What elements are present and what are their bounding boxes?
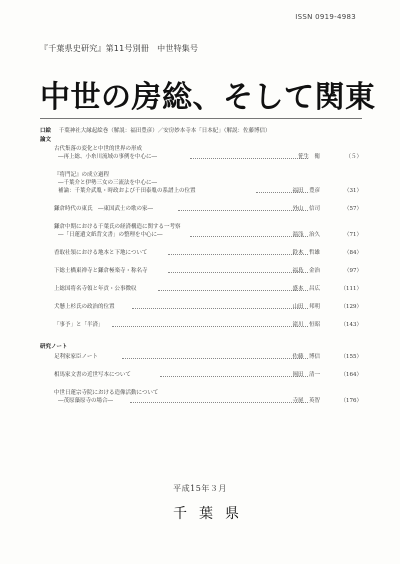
- toc-entry-page: （71）: [344, 232, 362, 238]
- toc-note-page: （155）: [340, 354, 362, 360]
- toc-entry-page: （97）: [344, 268, 362, 274]
- toc-entry[interactable]: [40, 268, 362, 275]
- toc-entry-sub-row: [40, 180, 362, 187]
- toc-note[interactable]: [40, 354, 362, 361]
- leader-dots: [190, 236, 308, 237]
- toc-entry[interactable]: [40, 206, 362, 213]
- toc-entry[interactable]: [40, 188, 362, 195]
- leader-dots: [190, 158, 308, 159]
- ronbun-label: 論文: [40, 137, 52, 143]
- toc-note-subtitle: ―茂原藻原寺の場合―: [58, 398, 114, 404]
- toc-entry-author: 滝川 恒昭: [292, 322, 320, 328]
- top-rule: [40, 118, 362, 119]
- toc-entry[interactable]: [40, 286, 362, 293]
- leader-dots: [158, 290, 308, 291]
- toc-entry-sub-row: [40, 154, 362, 161]
- toc-entry-author: 福田 豊彦: [292, 188, 320, 194]
- toc-entry-title: 下総土橋東禅寺と鎌倉極楽寺・称名寺: [54, 268, 148, 274]
- toc-entry-author: 盛本 昌広: [292, 286, 320, 292]
- toc-note-title: 相馬家文書の近世写本について: [54, 372, 131, 378]
- toc-entry-page: （84）: [344, 250, 362, 256]
- toc-entry-author: 外山 信司: [292, 206, 320, 212]
- toc-note-title: 足利家家臣ノート: [54, 354, 98, 360]
- toc-entry-sub-row: [40, 232, 362, 239]
- toc-entry-subtitle: ―「日蓮遺文紙背文書」の整理を中心に―: [58, 232, 163, 238]
- toc-entry-title: 『将門記』の成立過程: [54, 172, 110, 178]
- toc-entry-title: 上総国将名寺領と年貢・公事徴収: [54, 286, 137, 292]
- series-title: 『千葉県史研究』第11号別冊 中世特集号: [40, 44, 199, 53]
- leader-dots: [122, 358, 308, 359]
- leader-dots: [112, 326, 308, 327]
- toc-entry-title: 鎌倉時代の東氏 ―東国武士の歌の家―: [54, 206, 154, 212]
- toc-note-author: 岡田 清一: [292, 372, 320, 378]
- toc-entry-title: 香取社領における地本と下地について: [54, 250, 148, 256]
- toc-entry-author: 笹生 衛: [297, 154, 320, 160]
- kuchie-text: 千葉神社大縁起絵巻（解説：福田豊彦）／安房妙本寺本「日本紀」（解説：佐藤博信）: [58, 128, 271, 134]
- leader-dots: [168, 272, 308, 273]
- toc-entry[interactable]: [40, 146, 362, 153]
- publisher: 千葉県: [173, 506, 251, 522]
- toc-entry-title: 犬懸上杉氏の政治的位置: [54, 304, 115, 310]
- toc-entry-subtitle: ―千葉介と伊勢三女の三流法を中心に―: [58, 180, 158, 186]
- toc-entry-page: （57）: [344, 206, 362, 212]
- toc-note-page: （176）: [340, 398, 362, 404]
- toc-entry[interactable]: [40, 172, 362, 179]
- toc-note[interactable]: [40, 372, 362, 379]
- toc-note-author: 佐藤 博信: [292, 354, 320, 360]
- toc-entry-title: 補論：千葉介武胤・時政および千田泰胤の系譜上の位置: [58, 188, 196, 194]
- leader-dots: [168, 254, 308, 255]
- leader-dots: [178, 210, 308, 211]
- toc-entry-page: （129）: [340, 304, 362, 310]
- ronbun-row: [40, 137, 362, 144]
- note-label: 研究ノート: [40, 344, 68, 350]
- leader-dots: [132, 308, 308, 309]
- toc-entry-page: （31）: [344, 188, 362, 194]
- toc-entry-page: （143）: [340, 322, 362, 328]
- toc-entry-author: 鈴木 哲雄: [292, 250, 320, 256]
- issn: ISSN 0919-4983: [295, 13, 356, 21]
- toc-entry-page: （111）: [340, 286, 362, 292]
- leader-dots: [130, 402, 308, 403]
- toc-entry-page: （５）: [345, 154, 362, 160]
- toc-note-sub-row: [40, 398, 362, 405]
- main-title: 中世の房総、そして関東: [40, 80, 376, 115]
- toc-entry[interactable]: [40, 250, 362, 257]
- toc-note[interactable]: [40, 390, 362, 397]
- toc-entry-title: 鎌倉中期における千葉氏の経済構造に関する一考察: [54, 224, 181, 230]
- toc-entry-author: 福島 金治: [292, 268, 320, 274]
- note-section-row: [40, 344, 362, 351]
- toc-entry-subtitle: ―再上総、小糸川流域の事例を中心に―: [58, 154, 158, 160]
- leader-dots: [160, 376, 308, 377]
- toc-entry-author: 湯浅 治久: [292, 232, 320, 238]
- toc-entry[interactable]: [40, 224, 362, 231]
- toc-entry-title: 「事予」と「半済」: [54, 322, 104, 328]
- toc-entry-title: 古代集落の変化と中世的世界の形成: [54, 146, 143, 152]
- toc-entry[interactable]: [40, 322, 362, 329]
- toc-note-author: 寺尾 英智: [292, 398, 320, 404]
- toc-entry[interactable]: [40, 304, 362, 311]
- kuchie-row: [40, 128, 362, 135]
- toc-entry-author: 山田 邦明: [292, 304, 320, 310]
- toc-note-title: 中世日蓮宗寺院における造像活動について: [54, 390, 159, 396]
- publication-date: 平成15年３月: [173, 484, 227, 493]
- kuchie-label: 口絵: [40, 128, 52, 134]
- toc-note-page: （164）: [340, 372, 362, 378]
